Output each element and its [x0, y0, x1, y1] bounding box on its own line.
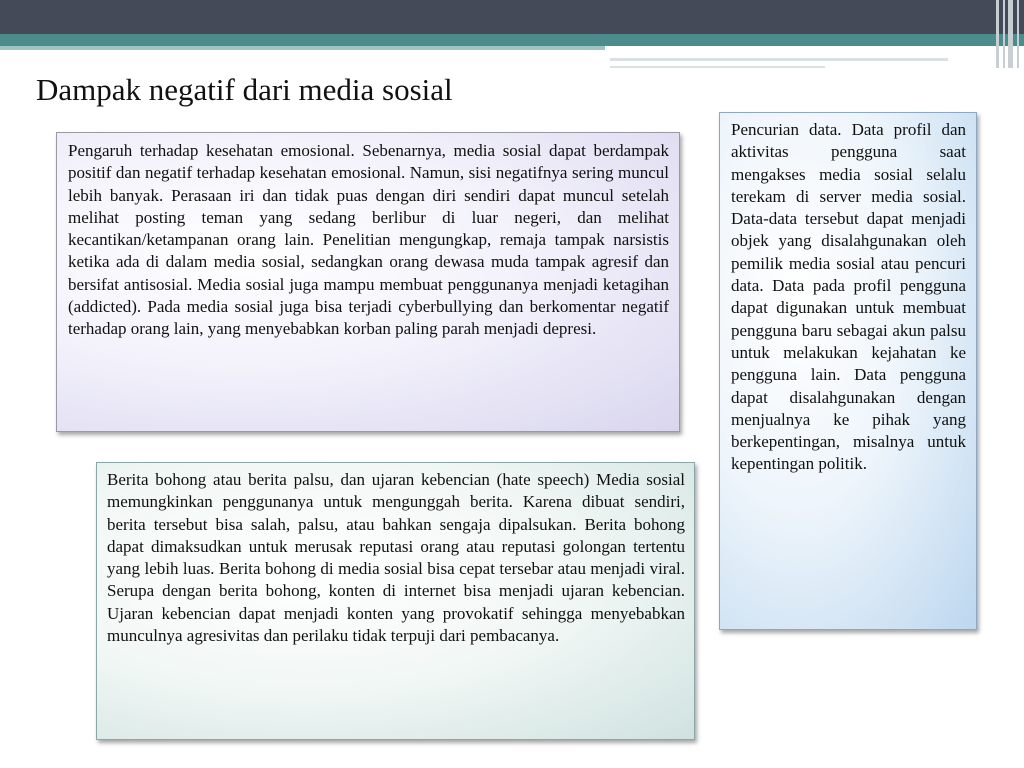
header-underline	[0, 46, 605, 50]
text-box-hoax-hate-speech	[96, 462, 695, 740]
header-bar	[0, 0, 1024, 34]
text-box-data-theft	[719, 112, 977, 630]
text-box-body: Berita bohong atau berita palsu, dan ujaran kebencian (hate speech) Media sosial memungkinkan penggunanya untuk mengunggah berita. Karena dibuat sendiri, berita tersebut bisa salah, palsu, atau bahkan sengaja dipalsukan. Berita bohong dapat dimaksudkan untuk merusak reputasi orang atau reputasi golongan tertentu yang lebih luas. Berita bohong di media sosial bisa cepat tersebar atau menjadi viral. Serupa dengan berita bohong, konten di internet bisa menjadi ujaran kebencian. Ujaran kebencian dapat menjadi konten yang provokatif sehingga menyebabkan munculnya agresivitas dan perilaku tidak terpuji dari pembacanya.	[107, 470, 685, 646]
text-box-emotional-health	[56, 132, 680, 432]
slide-title: Dampak negatif dari media sosial	[36, 72, 453, 107]
text-box-body: Pencurian data. Data profil dan aktivitas pengguna saat mengakses media sosial selalu terekam di server media sosial. Data-data tersebut dapat menjadi objek yang disalahgunakan oleh pemilik media sosial atau pencuri data. Data pada profil pengguna dapat digunakan untuk membuat pengguna baru sebagai akun palsu untuk melakukan kejahatan ke pengguna lain. Data pengguna dapat disalahgunakan dengan menjualnya ke pihak yang berkepentingan, misalnya untuk kepentingan politik.	[731, 120, 966, 474]
decorative-line	[610, 58, 948, 61]
decorative-stripes	[994, 0, 1024, 68]
text-box-body: Pengaruh terhadap kesehatan emosional. Sebenarnya, media sosial dapat berdampak positif dan negatif terhadap kesehatan emosional. Namun, sisi negatifnya sering muncul lebih banyak. Perasaan iri dan tidak puas dengan diri sendiri dapat muncul setelah melihat posting teman yang sedang berlibur di luar negeri, dan melihat kecantikan/ketampanan orang lain. Penelitian mengungkap, remaja tampak narsistis ketika ada di dalam media sosial, sedangkan orang dewasa muda tampak agresif dan bersifat antisosial. Media sosial juga mampu membuat penggunanya menjadi ketagihan (addicted). Pada media sosial juga bisa terjadi cyberbullying dan berkomentar negatif terhadap orang lain, yang menyebabkan korban paling parah menjadi depresi.	[68, 141, 669, 339]
decorative-line	[610, 66, 825, 68]
header-accent-band	[0, 34, 1024, 46]
